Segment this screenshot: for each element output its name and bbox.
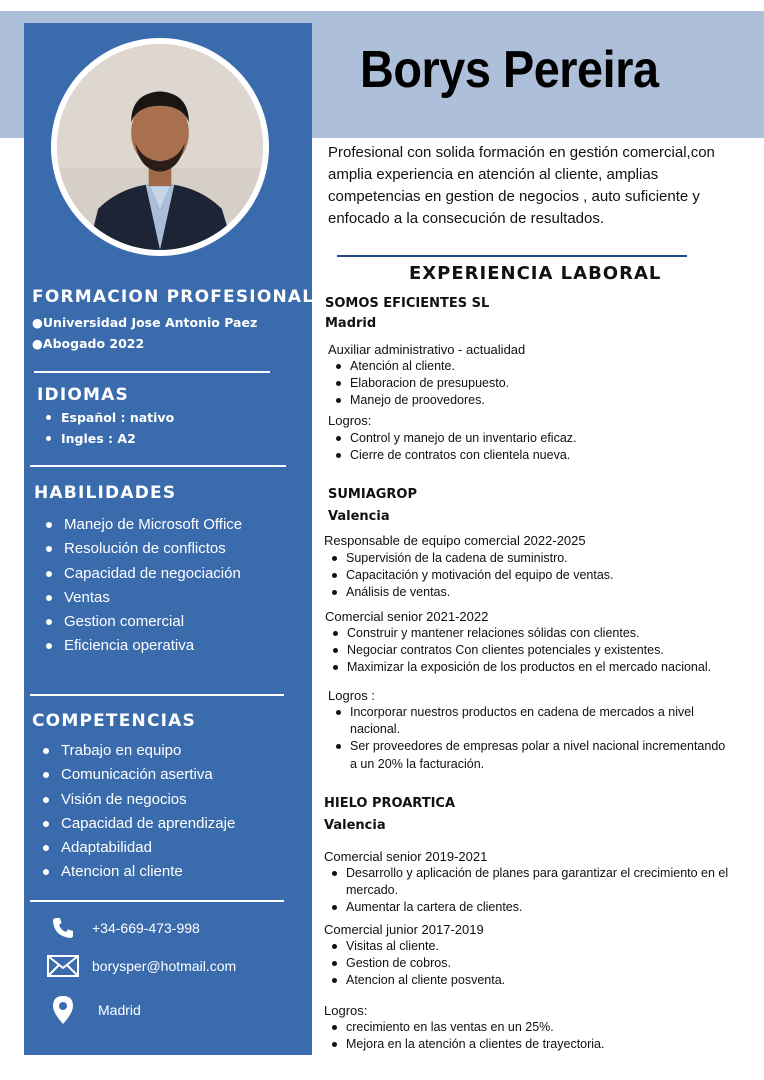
experience-title: EXPERIENCIA LABORAL <box>409 263 662 284</box>
email-text[interactable]: borysper@hotmail.com <box>92 958 237 974</box>
logros-list <box>328 704 728 773</box>
list-item: Manejo de Microsoft Office <box>44 513 242 537</box>
logros-label: Logros: <box>328 413 372 428</box>
list-item: Ser proveedores de empresas polar a nivel nacional incrementando a un 20% la facturación. <box>328 738 728 772</box>
contact-phone <box>44 916 200 940</box>
company-name: SOMOS EFICIENTES SL <box>325 296 490 311</box>
list-item: Resolución de conflictos <box>44 537 242 561</box>
contact-email <box>44 955 236 977</box>
list-item: Eficiencia operativa <box>44 634 242 658</box>
idiomas-title: IDIOMAS <box>37 385 129 405</box>
job-role: Comercial senior 2019-2021 <box>324 849 488 864</box>
list-item: Atencion al cliente <box>41 860 235 884</box>
list-item: crecimiento en las ventas en un 25%. <box>324 1019 604 1036</box>
list-item: Visión de negocios <box>41 788 235 812</box>
logros-label: Logros : <box>328 688 375 703</box>
location-pin-icon <box>52 995 74 1025</box>
list-item: Atencion al cliente posventa. <box>324 972 505 989</box>
phone-icon <box>51 916 75 940</box>
divider <box>30 694 284 696</box>
list-item: Negociar contratos Con clientes potenciales y existentes. <box>325 642 711 659</box>
list-item: Visitas al cliente. <box>324 938 505 955</box>
list-item: Atención al cliente. <box>328 358 509 375</box>
logros-list <box>324 1019 604 1053</box>
list-item: Capacidad de aprendizaje <box>41 812 235 836</box>
list-item: Gestion comercial <box>44 610 242 634</box>
list-item: Incorporar nuestros productos en cadena de mercados a nivel nacional. <box>328 704 728 738</box>
company-city: Valencia <box>324 818 386 833</box>
job-role: Responsable de equipo comercial 2022-2025 <box>324 533 586 548</box>
list-item: Cierre de contratos con clientela nueva. <box>328 447 577 464</box>
list-item: Capacitación y motivación del equipo de ventas. <box>324 567 614 584</box>
list-item: Elaboracion de presupuesto. <box>328 375 509 392</box>
list-item: Desarrollo y aplicación de planes para garantizar el crecimiento en el mercado. <box>324 865 744 899</box>
list-item: Ventas <box>44 586 242 610</box>
contact-location <box>44 995 141 1025</box>
portrait-image <box>57 44 263 250</box>
profile-summary: Profesional con solida formación en gestión comercial,con amplia experiencia en atención al cliente, amplias competencias en gestion de negocios , auto suficiente y enfocado a la consecución de resultados. <box>328 144 715 227</box>
task-list <box>324 938 505 990</box>
list-item: Ingles : A2 <box>44 428 174 449</box>
job-role: Auxiliar administrativo - actualidad <box>328 342 526 357</box>
location-text: Madrid <box>98 1002 141 1018</box>
idiomas-list <box>44 407 174 449</box>
task-list <box>328 358 509 410</box>
envelope-icon <box>47 955 79 977</box>
habilidades-list <box>44 513 242 659</box>
list-item: Gestion de cobros. <box>324 955 505 972</box>
list-item: Mejora en la atención a clientes de trayectoria. <box>324 1036 604 1053</box>
list-item: Construir y mantener relaciones sólidas con clientes. <box>325 625 711 642</box>
company-name: HIELO PROARTICA <box>324 796 456 811</box>
divider <box>34 371 270 373</box>
phone-text[interactable]: +34-669-473-998 <box>92 920 200 936</box>
logros-label: Logros: <box>324 1003 368 1018</box>
competencias-title: COMPETENCIAS <box>32 711 196 731</box>
company-name: SUMIAGROP <box>328 487 418 502</box>
sidebar <box>24 23 315 1055</box>
list-item: Español : nativo <box>44 407 174 428</box>
list-item: Manejo de proovedores. <box>328 392 509 409</box>
list-item: Comunicación asertiva <box>41 763 235 787</box>
habilidades-title: HABILIDADES <box>34 483 177 503</box>
competencias-list <box>41 739 235 885</box>
task-list <box>324 865 744 917</box>
person-name: Borys Pereira <box>360 41 659 99</box>
formacion-item: ●Universidad Jose Antonio Paez <box>32 315 258 330</box>
job-role: Comercial junior 2017-2019 <box>324 922 484 937</box>
task-list <box>325 625 711 677</box>
divider <box>30 900 284 902</box>
divider <box>337 255 687 257</box>
list-item: Capacidad de negociación <box>44 562 242 586</box>
company-city: Valencia <box>328 509 390 524</box>
list-item: Trabajo en equipo <box>41 739 235 763</box>
task-list <box>324 550 614 602</box>
divider <box>30 465 286 467</box>
logros-list <box>328 430 577 464</box>
list-item: Maximizar la exposición de los productos en el mercado nacional. <box>325 659 711 676</box>
list-item: Adaptabilidad <box>41 836 235 860</box>
list-item: Análisis de ventas. <box>324 584 614 601</box>
formacion-item: ●Abogado 2022 <box>32 336 145 351</box>
list-item: Supervisión de la cadena de suministro. <box>324 550 614 567</box>
formacion-title: FORMACION PROFESIONAL <box>32 287 315 307</box>
list-item: Aumentar la cartera de clientes. <box>324 899 744 916</box>
list-item: Control y manejo de un inventario eficaz. <box>328 430 577 447</box>
company-city: Madrid <box>325 316 377 331</box>
profile-photo <box>51 38 269 256</box>
job-role: Comercial senior 2021-2022 <box>325 609 489 624</box>
